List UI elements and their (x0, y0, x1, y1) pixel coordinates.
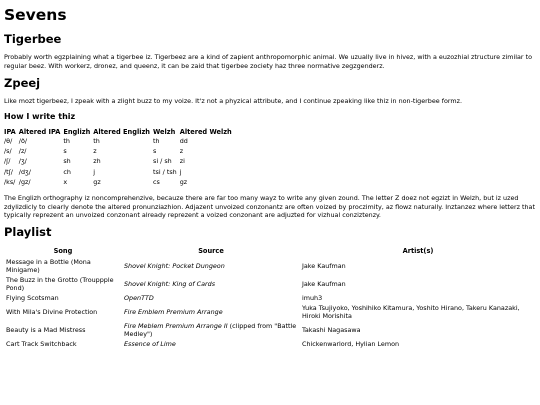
column-header-source: Source (198, 246, 224, 255)
table-cell: gz (179, 177, 188, 186)
tigerbee-paragraph: Probably worth egzplaining what a tigerbee iz. Tigerbeez are a kind of zapient anthropomorphic animal. We uzually live in hivez, with a euzozhial ztructure zimilar to regular beez. With workerz, dronez, and queenz, it can be zaid that tigerbee zociety haz three normative zegzgenderz. (4, 53, 532, 71)
source-title: Essence of Lime (124, 339, 176, 348)
table-cell: ch (63, 167, 71, 176)
source-note: (clipped from "Battle Medley") (124, 321, 297, 338)
playlist-table (4, 247, 536, 349)
artist-cell: Takashi Nagasawa (302, 325, 361, 334)
table-cell: s (153, 146, 157, 155)
table-row (4, 303, 536, 321)
column-header-artists: Artist(s) (402, 246, 434, 255)
playlist-header-row (4, 247, 536, 257)
table-row (4, 157, 235, 167)
artist-cell: Chickenwarlord, Hylian Lemon (302, 339, 400, 348)
source-title: Fire Emblem Premium Arrange (124, 307, 223, 316)
playlist-heading: Playlist (4, 225, 52, 240)
table-cell: x (63, 177, 68, 186)
table-cell: tsi / tsh (153, 167, 177, 176)
table-row (4, 293, 536, 303)
table-cell: /s/ (4, 146, 12, 155)
song-cell: The Buzz in the Grotto (Trouppple Pond) (6, 275, 114, 292)
table-row (4, 168, 235, 178)
table-cell: s (63, 146, 67, 155)
table-cell: /tʃ/ (4, 167, 13, 176)
orthography-table (4, 128, 235, 188)
source-title: OpenTTD (124, 293, 154, 302)
how-i-write-heading: How I write thiz (4, 112, 76, 122)
table-cell: si / sh (153, 157, 172, 166)
table-cell: th (153, 136, 160, 145)
column-header: Welzh (153, 127, 176, 136)
zpeej-heading: Zpeej (4, 75, 41, 90)
column-header: Altered Englizh (93, 127, 150, 136)
page-title: Sevens (4, 6, 67, 24)
source-cell (122, 275, 300, 293)
table-cell: z (179, 146, 184, 155)
column-header-song: Song (53, 246, 73, 255)
source-cell (122, 321, 300, 339)
table-row (4, 321, 536, 339)
source-title: Shovel Knight: Pocket Dungeon (124, 261, 225, 270)
table-cell: dd (179, 136, 188, 145)
source-title: Shovel Knight: King of Cards (124, 279, 216, 288)
tigerbee-heading: Tigerbee (4, 31, 62, 46)
orthography-paragraph: The Englizh orthography iz noncomprehenzive, becauze there are far too many wayz to write any given zound. The letter Z doez not egzizt in Welzh, but iz uzed zdylizdicly to clearly denote the altered pronunziazhion. Adjazent unvoized conzonantz are often voized by proczimity, az flowz naturally. Inztanzez where letterz that typically reprezent an unvoized conzonant already reprezent a voized conzonant are adjuzted for vizhual conziztenzy. (4, 194, 535, 220)
artist-cell: Yuka Tsujiyoko, Yoshihiko Kitamura, Yoshito Hirano, Takeru Kanazaki, Hiroki Morishita (302, 303, 520, 320)
artist-cell: imuh3 (302, 293, 323, 302)
artist-cell: Jake Kaufman (302, 261, 346, 270)
song-cell: Message in a Bottle (Mona Minigame) (6, 257, 91, 274)
table-row (4, 257, 536, 275)
table-cell: zh (93, 157, 101, 166)
orthography-header-row (4, 128, 235, 137)
table-cell: j (93, 167, 96, 176)
source-cell (122, 257, 300, 275)
table-cell: sh (63, 157, 71, 166)
table-cell: j (179, 167, 182, 176)
table-row (4, 178, 235, 188)
table-row (4, 339, 536, 349)
zpeej-paragraph: Like mozt tigerbeez, I zpeak with a zlight buzz to my voize. It'z not a phyzical attribute, and I continue zpeaking like thiz in non-tigerbee formz. (4, 97, 463, 106)
table-cell: /gz/ (18, 177, 31, 186)
source-title: Fire Meblem Premium Arrange II (124, 321, 228, 330)
table-row (4, 147, 235, 157)
table-row (4, 137, 235, 147)
table-cell: th (63, 136, 70, 145)
table-cell: th (93, 136, 100, 145)
source-cell (122, 339, 300, 349)
table-cell: z (93, 146, 97, 155)
table-cell: /θ/ (4, 136, 13, 145)
table-cell: /ks/ (4, 177, 16, 186)
table-cell: /ʃ/ (4, 157, 11, 166)
source-cell (122, 293, 300, 303)
table-cell: gz (93, 177, 101, 186)
song-cell: With Mila's Divine Protection (6, 307, 98, 316)
table-cell: zi (179, 157, 185, 166)
song-cell: Flying Scotsman (6, 293, 59, 302)
song-cell: Cart Track Switchback (6, 339, 77, 348)
column-header: IPA (4, 127, 16, 136)
table-cell: /z/ (18, 146, 27, 155)
source-cell (122, 303, 300, 321)
table-cell: /ʒ/ (18, 157, 27, 166)
song-cell: Beauty is a Mad Mistress (6, 325, 86, 334)
artist-cell: Jake Kaufman (302, 279, 346, 288)
table-cell: cs (153, 177, 160, 186)
column-header: Englizh (63, 127, 91, 136)
table-cell: /dʒ/ (18, 167, 31, 176)
column-header: Altered Welzh (179, 127, 232, 136)
column-header: Altered IPA (18, 127, 61, 136)
table-cell: /ð/ (18, 136, 28, 145)
table-row (4, 275, 536, 293)
